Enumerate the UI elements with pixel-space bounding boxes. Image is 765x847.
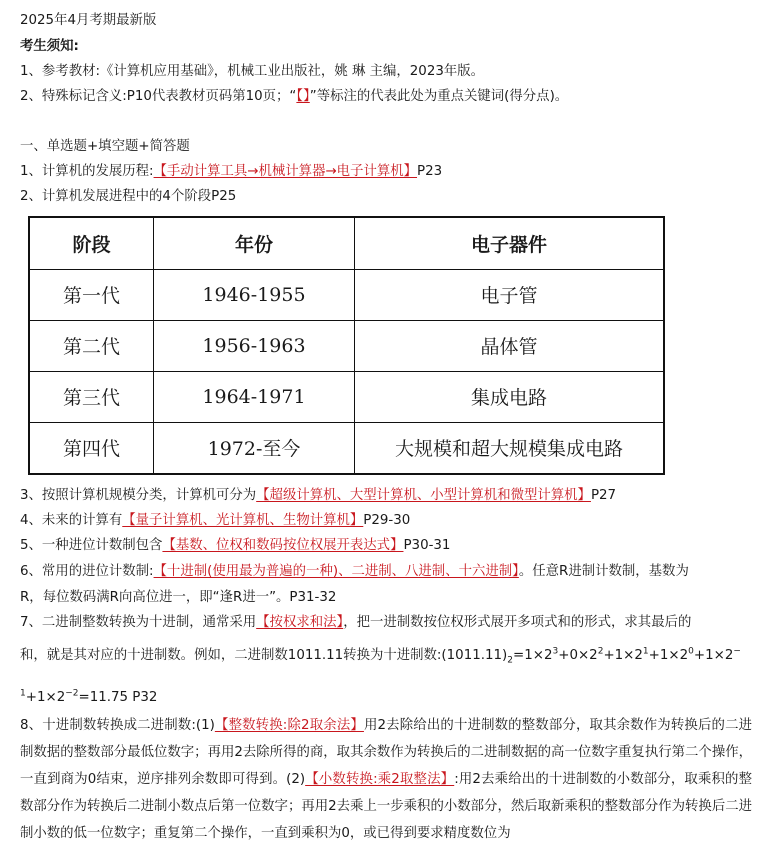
table-header-cell: 年份: [154, 217, 355, 270]
table-row: [29, 270, 664, 321]
q6-text: 6、常用的进位计数制:: [20, 564, 154, 579]
q3-text: 3、按照计算机规模分类，计算机可分为: [20, 488, 257, 503]
table-cell: 晶体管: [355, 320, 665, 371]
table-cell: 集成电路: [355, 371, 665, 422]
q7-text: 7、二进制整数转换为十进制，通常采用: [20, 615, 257, 630]
table-cell: 第四代: [29, 422, 154, 474]
q7-exponent: 1: [20, 688, 26, 699]
q7-term: =1×2: [513, 648, 553, 663]
table-cell: 大规模和超大规模集成电路: [355, 422, 665, 474]
table-cell: 1956-1963: [154, 320, 355, 371]
q7-base-subscript: 2: [507, 655, 513, 666]
q8-text-b: 用2去除给出的十进制数的整数部分，取其余数作为转换后的二进制数据的整数部分最低位数字；再用2去除所得的商，取其余数作为转换后的二进制数据的高一位数字重复执行第二个操作，一直到商为0结束，逆序排列余数即可得到。(2): [20, 718, 753, 787]
question-5: [20, 536, 450, 556]
table-header-row: [29, 217, 664, 270]
q4-keyword: 【量子计算机、光计算机、生物计算机】: [122, 513, 364, 528]
q7-exponent: 0: [688, 646, 694, 657]
q8-keyword-1: 【整数转换:除2取余法】: [214, 718, 364, 733]
q7-term: +1×2: [648, 648, 689, 663]
question-8: [20, 712, 752, 847]
q3-page: P27: [590, 488, 617, 503]
table-cell: 第三代: [29, 371, 154, 422]
q7-term: +1×2: [693, 648, 734, 663]
q1-text: 1、计算机的发展历程:: [20, 164, 154, 179]
q8-keyword-2: 【小数转换:乘2取整法】: [305, 772, 455, 787]
notice-item-1: 1、参考教材:《计算机应用基础》，机械工业出版社，姚 琳 主编，2023年版。: [20, 64, 485, 79]
notice2-text-a: 2、特殊标记含义:P10代表教材页码第10页；“: [20, 89, 297, 104]
table-cell: 1972-至今: [154, 422, 355, 474]
notice-item-2: [20, 87, 568, 107]
q4-page: P29-30: [363, 513, 411, 528]
q7-exponent: −2: [65, 688, 79, 699]
table-row: [29, 422, 664, 474]
q1-keyword: 【手动计算工具→机械计算器→电子计算机】: [153, 164, 418, 179]
q8-text-c: :用2去乘给出的十进制数的小数部分，取乘积的整数部分作为转换后二进制小数点后第一位数字；再用2去乘上一步乘积的小数部分，然后取新乘积的整数部分作为转换后二进制小数的低一位数字；重复第二个操作，一直到乘积为0，或已得到要求精度数位为: [20, 772, 752, 841]
table-header-cell: 阶段: [29, 217, 154, 270]
table-header-cell: 电子器件: [355, 217, 665, 270]
q7-text-b: ，把一进制数按位权形式展开多项式和的形式，求其最后的: [343, 615, 692, 630]
q7-term: +1×2: [25, 690, 66, 705]
q6-keyword: 【十进制(使用最为普遍的一种)、二进制、八进制、十六进制】: [153, 564, 519, 579]
q7-term: +1×2: [603, 648, 643, 663]
notice2-text-b: ”等标注的代表此处为重点关键词(得分点)。: [309, 89, 569, 104]
q5-keyword: 【基数、位权和数码按位权展开表达式】: [162, 538, 404, 553]
question-7-formula: [20, 646, 741, 666]
table-cell: 1946-1955: [154, 270, 355, 321]
notice2-keyword: 【】: [296, 89, 310, 104]
q7-result-text: =11.75 P32: [78, 690, 158, 705]
question-6: [20, 562, 689, 582]
table-row: [29, 371, 664, 422]
q5-text: 5、一种进位计数制包含: [20, 538, 163, 553]
q7-keyword: 【按权求和法】: [256, 615, 344, 630]
q7-exponent: 1: [642, 646, 649, 657]
q1-page: P23: [417, 164, 443, 179]
q3-keyword: 【超级计算机、大型计算机、小型计算机和微型计算机】: [256, 488, 591, 503]
table-cell: 第一代: [29, 270, 154, 321]
q5-page: P30-31: [403, 538, 451, 553]
table-cell: 第二代: [29, 320, 154, 371]
table-cell: 电子管: [355, 270, 665, 321]
question-7: [20, 613, 691, 633]
q7-exponent: 3: [552, 646, 559, 657]
q7-exponent: −: [733, 646, 741, 657]
version-line: 2025年4月考期最新版: [20, 13, 157, 28]
table-cell: 1964-1971: [154, 371, 355, 422]
section-heading: 一、单选题+填空题+简答题: [20, 139, 190, 154]
question-7-result: [20, 688, 157, 708]
computer-generations-table: [28, 216, 665, 475]
q8-text: 8、十进制数转换成二进制数:(1): [20, 718, 215, 733]
q6-text-b: 。任意R进制计数制，基数为: [518, 564, 689, 579]
q4-text: 4、未来的计算有: [20, 513, 123, 528]
q7-formula-text: 和，就是其对应的十进制数。例如，二进制数1011.11转换为十进制数:(1011.11): [20, 648, 508, 663]
question-2: 2、计算机发展进程中的4个阶段P25: [20, 189, 237, 204]
table-row: [29, 320, 664, 371]
q7-exponent: 2: [597, 646, 604, 657]
question-1: [20, 162, 442, 182]
notice-title: 考生须知:: [20, 39, 79, 54]
question-6-cont: R，每位数码满R向高位进一，即“逢R进一”。P31-32: [20, 590, 337, 605]
q7-term: +0×2: [558, 648, 598, 663]
question-3: [20, 486, 616, 506]
question-4: [20, 511, 410, 531]
